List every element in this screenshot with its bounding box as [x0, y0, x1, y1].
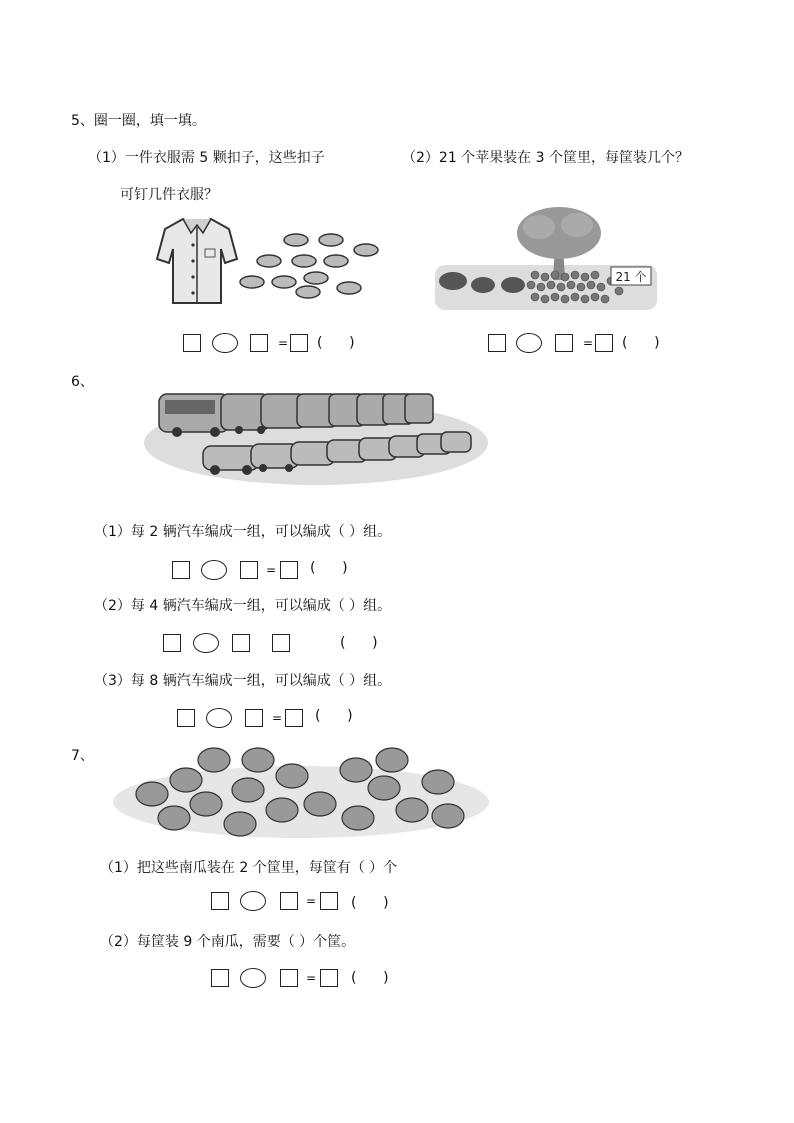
answer-box[interactable] [280, 892, 298, 910]
unit-paren: ( ) [310, 560, 348, 576]
operator-oval[interactable] [240, 891, 266, 911]
answer-box[interactable] [211, 892, 229, 910]
equals-sign: = [583, 336, 594, 350]
unit-paren: ( ) [317, 335, 355, 351]
question-5-part2-text: （2）21 个苹果装在 3 个筐里，每筐装几个？ [402, 150, 689, 166]
shirt-illustration [155, 215, 239, 307]
answer-box[interactable] [272, 634, 290, 652]
question-6-title: 6、 [71, 374, 94, 390]
answer-box[interactable] [285, 709, 303, 727]
question-7-part1-text: （1）把这些南瓜装在 2 个筐里，每筐有（ ）个 [100, 860, 398, 876]
question-6-part3-text: （3）每 8 辆汽车编成一组，可以编成（ ）组。 [94, 673, 392, 689]
question-5-title: 5、圈一圈，填一填。 [71, 113, 206, 129]
answer-box[interactable] [177, 709, 195, 727]
answer-box[interactable] [232, 634, 250, 652]
answer-box[interactable] [290, 334, 308, 352]
operator-oval[interactable] [240, 968, 266, 988]
answer-box[interactable] [280, 969, 298, 987]
question-6-part2-text: （2）每 4 辆汽车编成一组，可以编成（ ）组。 [94, 598, 392, 614]
unit-paren: ( ) [340, 635, 378, 651]
answer-box[interactable] [280, 561, 298, 579]
answer-box[interactable] [183, 334, 201, 352]
answer-box[interactable] [163, 634, 181, 652]
unit-paren: ( ) [351, 895, 389, 911]
cars-illustration [143, 388, 489, 488]
apple-count-tag: 21 个 [615, 270, 647, 284]
question-5-part1-text: （1）一件衣服需 5 颗扣子，这些扣子 [88, 150, 325, 166]
equals-sign: = [266, 563, 277, 577]
answer-box[interactable] [245, 709, 263, 727]
operator-oval[interactable] [193, 633, 219, 653]
answer-box[interactable] [555, 334, 573, 352]
answer-box[interactable] [320, 892, 338, 910]
question-7-title: 7、 [71, 748, 94, 764]
equals-sign: = [278, 336, 289, 350]
question-5-part1-text-cont: 可钉几件衣服？ [120, 187, 218, 203]
operator-oval[interactable] [212, 333, 238, 353]
equals-sign: = [272, 711, 283, 725]
operator-oval[interactable] [206, 708, 232, 728]
question-6-part1-text: （1）每 2 辆汽车编成一组，可以编成（ ）组。 [94, 524, 392, 540]
apple-tree-illustration [435, 205, 657, 315]
pumpkins-illustration [112, 742, 490, 842]
answer-box[interactable] [488, 334, 506, 352]
buttons-illustration [236, 228, 396, 303]
answer-box[interactable] [320, 969, 338, 987]
unit-paren: ( ) [622, 335, 660, 351]
answer-box[interactable] [595, 334, 613, 352]
equals-sign: = [306, 971, 317, 985]
unit-paren: ( ) [351, 970, 389, 986]
operator-oval[interactable] [201, 560, 227, 580]
answer-box[interactable] [240, 561, 258, 579]
operator-oval[interactable] [516, 333, 542, 353]
answer-box[interactable] [211, 969, 229, 987]
answer-box[interactable] [250, 334, 268, 352]
question-7-part2-text: （2）每筐装 9 个南瓜，需要（ ）个筐。 [100, 934, 356, 950]
equals-sign: = [306, 894, 317, 908]
unit-paren: ( ) [315, 708, 353, 724]
answer-box[interactable] [172, 561, 190, 579]
